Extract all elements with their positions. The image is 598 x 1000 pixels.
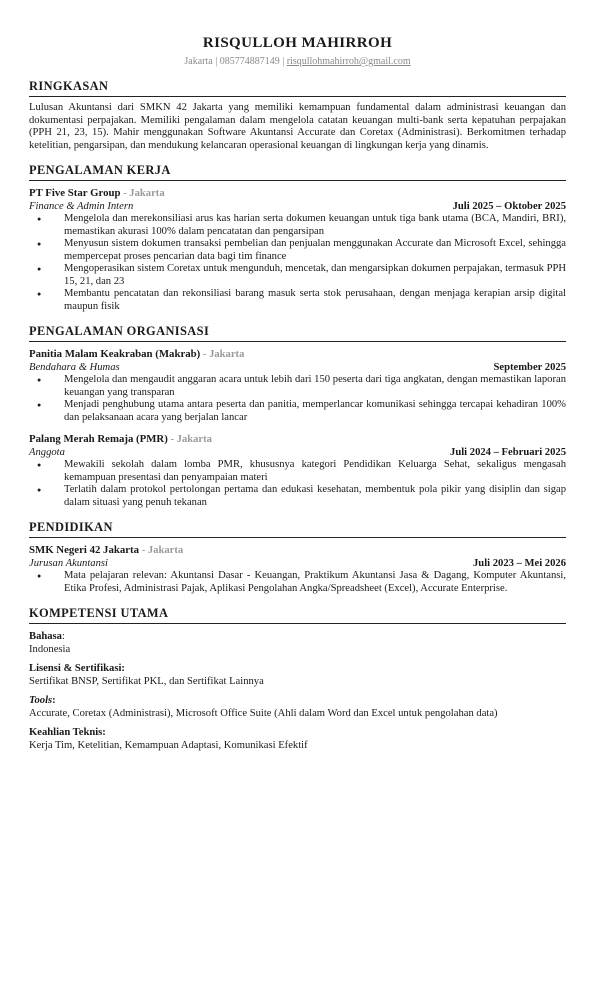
entry-role-row	[29, 558, 566, 571]
competency-colon: :	[52, 695, 56, 706]
competency-label: Keahlian Teknis:	[29, 727, 106, 738]
entry-date: Juli 2023 – Mei 2026	[473, 557, 566, 569]
bullet-list	[29, 374, 566, 424]
entry-organization: PT Five Star Group	[29, 187, 121, 199]
education-section	[29, 520, 566, 595]
entry-role-row	[29, 447, 566, 460]
entry-location: - Jakarta	[139, 545, 184, 556]
bullet-item: ● Membantu pencatatan dan rekonsiliasi barang masuk serta stok perusahaan, dengan menjaga kerapian arsip digital maupun fisik	[29, 288, 566, 313]
competency-value: Accurate, Coretax (Administrasi), Microsoft Office Suite (Ahli dalam Word dan Excel untuk pengolahan data)	[29, 707, 498, 719]
bullet-list	[29, 570, 566, 595]
entry-header	[29, 187, 566, 201]
bullet-list	[29, 459, 566, 509]
section-heading: PENGALAMAN KERJA	[29, 163, 566, 181]
contact-separator: |	[282, 56, 285, 67]
bullet-item: ● Mata pelajaran relevan: Akuntansi Dasar - Keuangan, Praktikum Akuntansi Jasa & Dagang, Komputer Akuntansi, Etika Profesi, Administrasi Pajak, Aplikasi Pengolahan Angka/Spreadsheet (Excel), Accurate Enterprise.	[29, 570, 566, 595]
section-heading: KOMPETENSI UTAMA	[29, 606, 566, 624]
entry-location: - Jakarta	[167, 434, 212, 445]
bullet-item: ● Mengelola dan mengaudit anggaran acara untuk lebih dari 150 peserta dari tiga angkatan, dengan memastikan laporan keuangan yang transparan	[29, 374, 566, 399]
contact-separator: |	[215, 56, 218, 67]
organization-entry	[29, 348, 566, 424]
organization-entry	[29, 433, 566, 509]
contact-location: Jakarta	[184, 56, 213, 67]
entry-role: Jurusan Akuntansi	[29, 557, 108, 569]
section-heading: PENDIDIKAN	[29, 520, 566, 538]
competency-label: Bahasa	[29, 631, 62, 642]
competency-label: Lisensi & Sertifikasi:	[29, 663, 125, 674]
competency-value: Sertifikat BNSP, Sertifikat PKL, dan Sertifikat Lainnya	[29, 675, 264, 687]
entry-date: Juli 2025 – Oktober 2025	[452, 200, 566, 212]
bullet-item: ● Mengelola dan merekonsiliasi arus kas harian serta dokumen keuangan untuk tiga bank utama (BCA, Mandiri, BRI), memastikan akurasi 100% dalam pencatatan dan pengarsipan	[29, 213, 566, 238]
section-heading: RINGKASAN	[29, 79, 566, 97]
bullet-item: ● Mengoperasikan sistem Coretax untuk mengunduh, mencetak, dan mengarsipkan dokumen perpajakan, termasuk PPH 15, 21, dan 23	[29, 263, 566, 288]
entry-role-row	[29, 362, 566, 375]
competency-label: Tools	[29, 695, 53, 706]
candidate-name: RISQULLOH MAHIRROH	[202, 35, 393, 51]
entry-organization: SMK Negeri 42 Jakarta	[29, 544, 140, 556]
education-entry	[29, 544, 566, 595]
entry-date: Juli 2024 – Februari 2025	[450, 446, 566, 458]
competency-group	[29, 695, 566, 720]
competencies-section	[29, 606, 566, 752]
competency-value: Indonesia	[29, 643, 71, 655]
entry-date: September 2025	[493, 361, 566, 373]
competency-colon: :	[61, 631, 65, 642]
competency-group	[29, 663, 566, 688]
bullet-item: ● Mewakili sekolah dalam lomba PMR, khususnya kategori Pendidikan Keluarga Sehat, sekaligus mengasah kemampuan presentasi dan penyampaian materi	[29, 459, 566, 484]
bullet-item: ● Menyusun sistem dokumen transaksi pembelian dan penjualan menggunakan Accurate dan Microsoft Excel, sehingga mempercepat proses pencarian data bagi tim finance	[29, 238, 566, 263]
work-experience-section	[29, 163, 566, 313]
summary-section	[29, 79, 566, 152]
contact-email-link[interactable]: risqullohmahirroh@gmail.com	[286, 56, 411, 67]
competency-value: Kerja Tim, Ketelitian, Kemampuan Adaptasi, Komunikasi Efektif	[29, 739, 308, 751]
bullet-list	[29, 213, 566, 313]
section-heading: PENGALAMAN ORGANISASI	[29, 324, 566, 342]
entry-header	[29, 544, 566, 558]
contact-line	[29, 56, 566, 68]
entry-organization: Palang Merah Remaja (PMR)	[29, 433, 168, 445]
competency-group	[29, 727, 566, 752]
entry-header	[29, 348, 566, 362]
entry-location: - Jakarta	[200, 349, 245, 360]
experience-entry	[29, 187, 566, 313]
entry-role: Bendahara & Humas	[29, 361, 120, 373]
entry-location: - Jakarta	[120, 188, 165, 199]
organization-section	[29, 324, 566, 509]
entry-organization: Panitia Malam Keakraban (Makrab)	[29, 348, 201, 360]
competency-group	[29, 631, 566, 656]
entry-role: Anggota	[29, 446, 65, 458]
entry-header	[29, 433, 566, 447]
contact-phone: 085774887149	[219, 56, 280, 67]
bullet-item: ● Menjadi penghubung utama antara peserta dan panitia, memperlancar komunikasi sehingga tercapai kehadiran 100% dan pelaksanaan acara yang berjalan lancar	[29, 399, 566, 424]
entry-role-row	[29, 201, 566, 214]
bullet-item: ● Terlatih dalam protokol pertolongan pertama dan edukasi kesehatan, membentuk pola pikir yang disiplin dan sigap dalam situasi yang penuh tekanan	[29, 484, 566, 509]
summary-text: Lulusan Akuntansi dari SMKN 42 Jakarta yang memiliki kemampuan fundamental dalam administrasi keuangan dan dokumentasi perpajakan. Memiliki pengalaman dalam mengelola catatan keuangan multi-bank serta kepatuhan perpajakan (PPH 21, 23, 15). Mahir menggunakan Software Akuntansi Accurate dan Coretax (Administrasi). Berkomitmen terhadap ketelitian, pengarsipan, dan mendukung kelancaran operasional keuangan di lingkungan kerja yang dinamis.	[29, 102, 566, 151]
entry-role: Finance & Admin Intern	[29, 200, 134, 212]
